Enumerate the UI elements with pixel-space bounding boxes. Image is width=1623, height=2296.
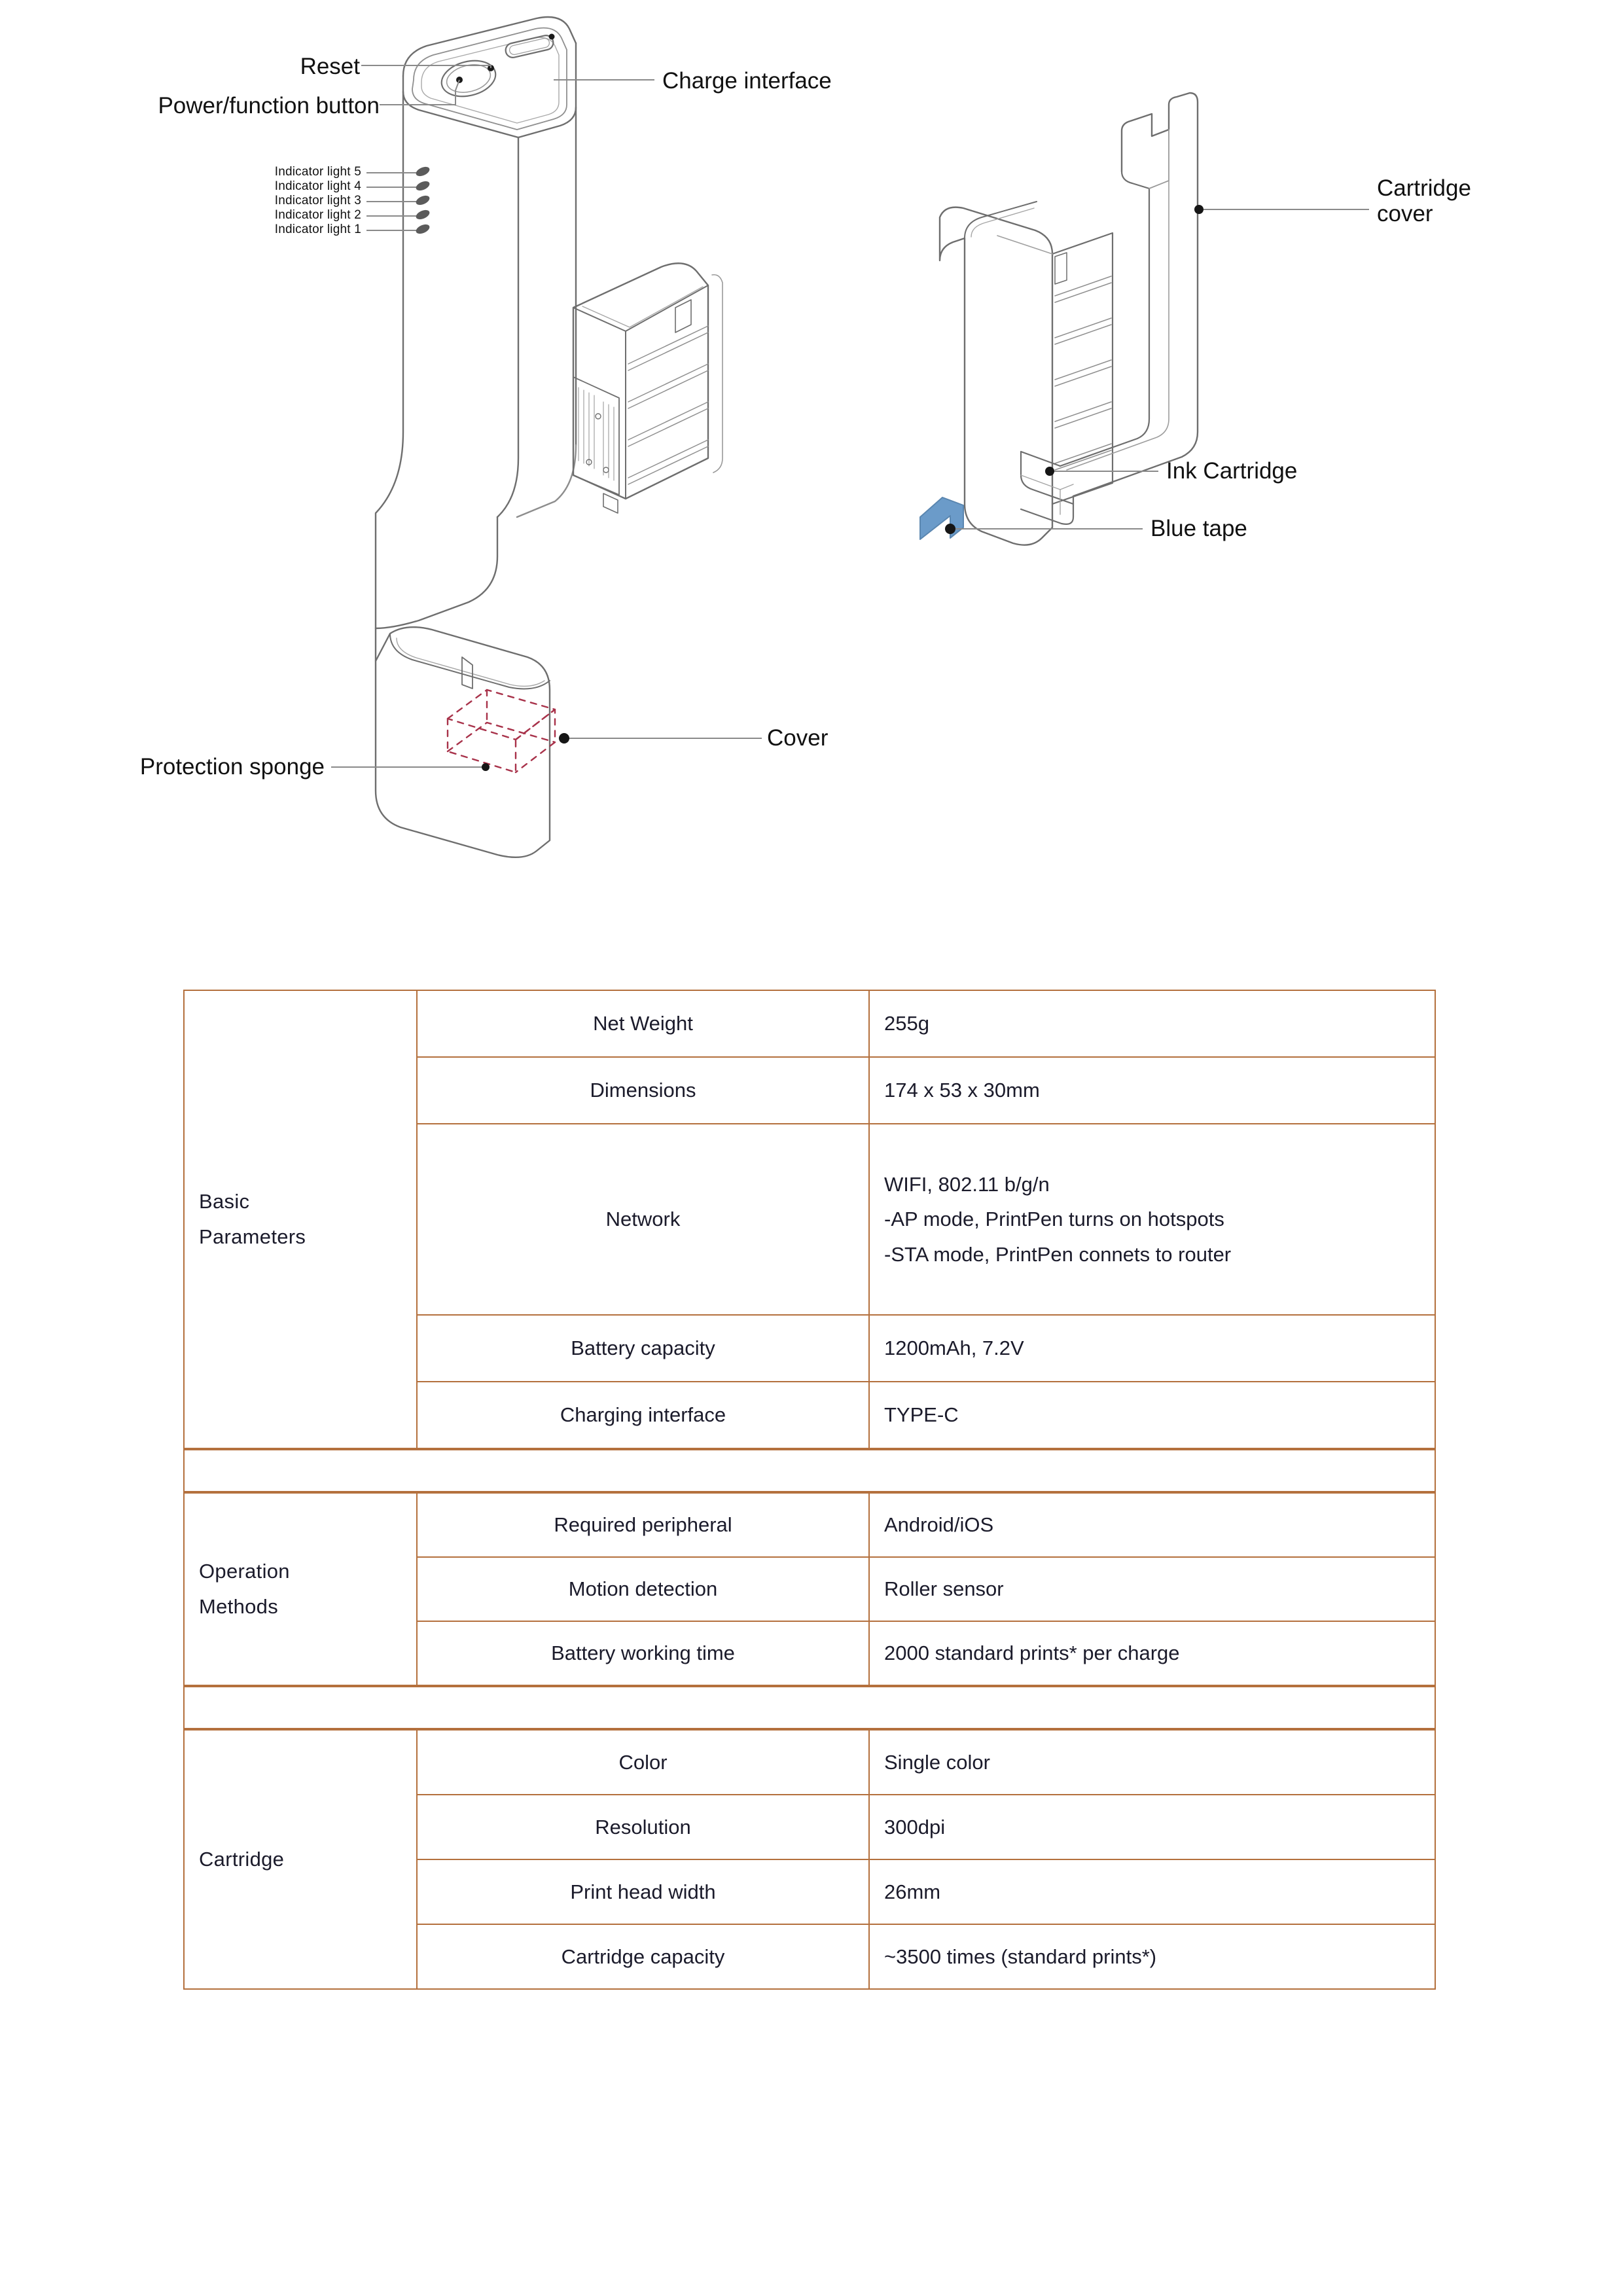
param-value [869,990,1435,1057]
param-value [869,1124,1435,1315]
callout-ink-cartridge: Ink Cartridge [1166,458,1298,484]
value-line: -AP mode, PrintPen turns on hotspots [884,1208,1224,1231]
param-value [869,1859,1435,1924]
dot-ink-cartridge [1045,467,1054,476]
dot-cover [559,733,569,744]
spacer-cell [184,1450,1435,1492]
label-indicator-light-5: Indicator light 5 [274,165,361,179]
value-line: Android/iOS [884,1513,994,1537]
spec-table-spacer-2 [183,1686,1436,1729]
group-label-line1: Operation [199,1559,290,1583]
param-name: Battery capacity [417,1315,869,1382]
param-name: Required peripheral [417,1493,869,1557]
value-line: 1200mAh, 7.2V [884,1336,1024,1360]
value-line: 300dpi [884,1815,946,1839]
value-line: 26mm [884,1880,941,1903]
label-indicator-light-4: Indicator light 4 [274,179,361,193]
param-value [869,1557,1435,1621]
param-name: Print head width [417,1859,869,1924]
callout-cartridge-cover-line1: Cartridge [1377,175,1471,201]
value-line: 2000 standard prints* per charge [884,1641,1180,1665]
param-name: Battery working time [417,1621,869,1685]
param-value [869,1730,1435,1795]
param-value [869,1315,1435,1382]
group-label-cartridge [184,1730,417,1989]
table-row [184,1730,1435,1795]
label-indicator-light-1: Indicator light 1 [274,223,361,236]
label-indicator-light-2: Indicator light 2 [274,208,361,222]
spec-table-spacer-1 [183,1449,1436,1492]
group-label-line2: Methods [199,1595,278,1618]
indicator-light-dots [415,165,431,236]
spec-table-basic-parameters [183,990,1436,1449]
param-value [869,1795,1435,1859]
callout-reset: Reset [300,54,360,79]
param-value [869,1924,1435,1989]
group-label-line1: Cartridge [199,1847,285,1871]
param-value [869,1621,1435,1685]
callout-cover: Cover [767,725,829,751]
value-line: TYPE-C [884,1403,959,1427]
callout-charge-interface: Charge interface [662,68,832,94]
group-label-operation-methods [184,1493,417,1685]
param-value [869,1382,1435,1448]
value-line: Single color [884,1750,990,1774]
param-name: Motion detection [417,1557,869,1621]
param-value [869,1057,1435,1124]
dot-protection-sponge [482,763,490,771]
table-row [184,1493,1435,1557]
spec-table-operation-methods [183,1492,1436,1686]
dot-cartridge-cover [1194,205,1204,214]
label-indicator-light-3: Indicator light 3 [274,194,361,207]
param-name: Charging interface [417,1382,869,1448]
group-label-line1: Basic [199,1189,250,1213]
value-line: 255g [884,1012,929,1035]
callout-cartridge-cover [1377,175,1599,226]
callout-cartridge-cover-line2: cover [1377,201,1433,227]
param-value [869,1493,1435,1557]
spec-table-cartridge [183,1729,1436,1990]
group-label-basic-parameters [184,990,417,1448]
parts-diagram [0,0,1623,916]
group-label-line2: Parameters [199,1225,306,1248]
callout-power-function-button: Power/function button [158,93,380,118]
value-line: WIFI, 802.11 b/g/n [884,1173,1050,1196]
specifications-tables [183,990,1436,1990]
dot-blue-tape [945,524,955,534]
spacer-cell [184,1687,1435,1729]
callout-protection-sponge: Protection sponge [139,754,325,780]
table-row-spacer [184,1450,1435,1492]
param-name: Net Weight [417,990,869,1057]
table-row [184,990,1435,1057]
param-name: Color [417,1730,869,1795]
param-name: Dimensions [417,1057,869,1124]
value-line: 174 x 53 x 30mm [884,1079,1040,1102]
value-line: ~3500 times (standard prints*) [884,1945,1157,1968]
value-line: Roller sensor [884,1577,1004,1601]
table-row-spacer [184,1687,1435,1729]
param-name: Network [417,1124,869,1315]
param-name: Resolution [417,1795,869,1859]
callout-blue-tape: Blue tape [1150,516,1247,541]
value-line: -STA mode, PrintPen connets to router [884,1242,1232,1266]
param-name: Cartridge capacity [417,1924,869,1989]
